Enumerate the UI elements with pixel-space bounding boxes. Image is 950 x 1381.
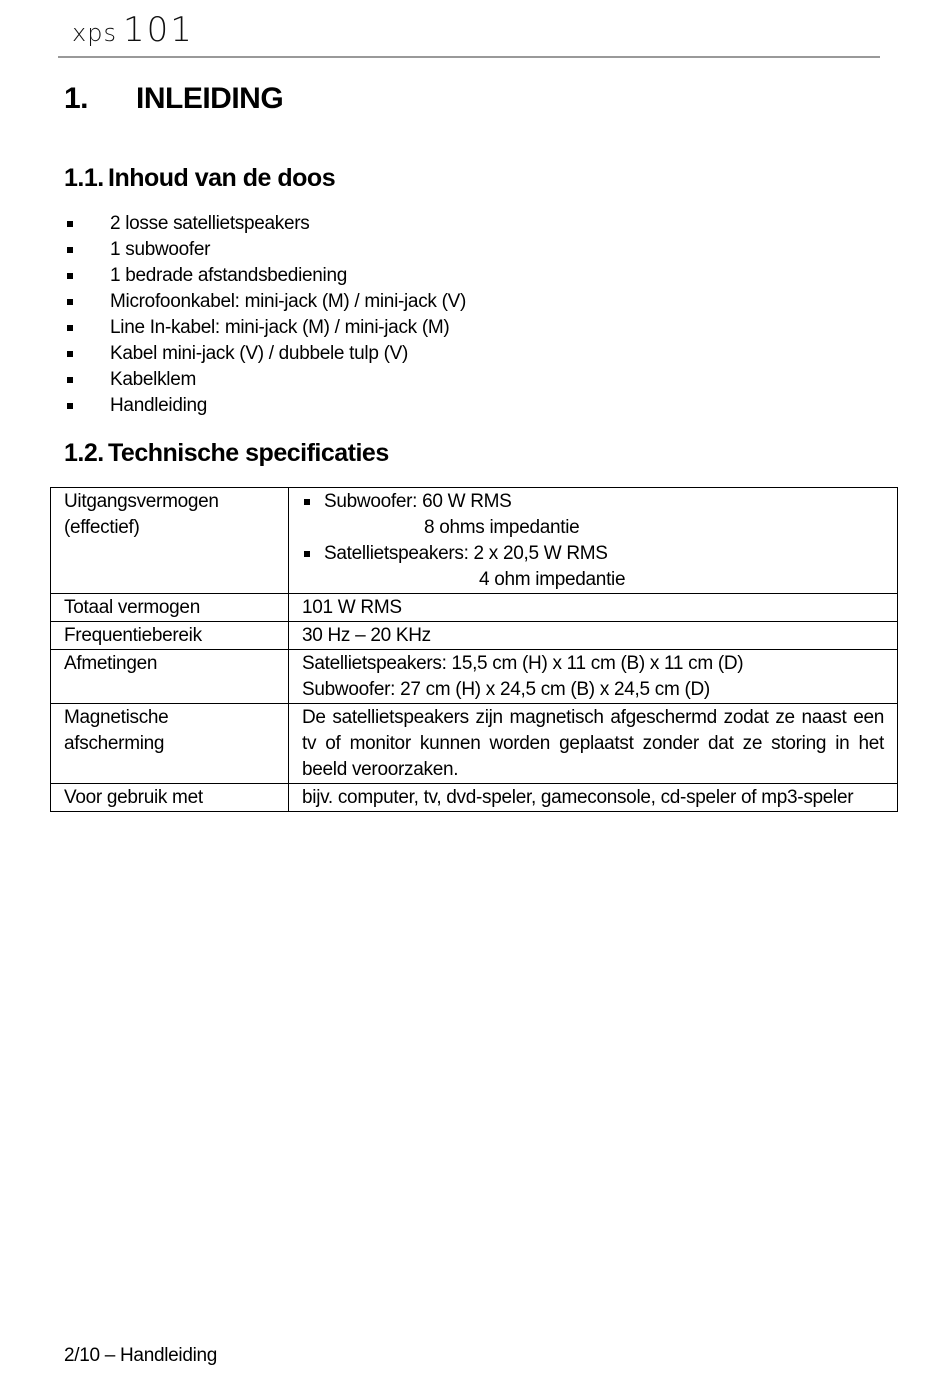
subsection-number: 1.2. <box>64 439 104 467</box>
subsection-heading-contents <box>64 164 335 193</box>
bullet-square-icon <box>67 351 73 357</box>
spec-value-cell: 101 W RMS <box>289 594 898 622</box>
bullet-square-icon <box>304 551 310 557</box>
bullet-square-icon <box>67 325 73 331</box>
spec-label-cell: Frequentiebereik <box>51 622 289 650</box>
header-divider <box>58 56 880 58</box>
logo-text-model: 101 <box>123 10 194 50</box>
bullet-square-icon <box>67 247 73 253</box>
list-item: 1 bedrade afstandsbediening <box>64 263 466 289</box>
table-row <box>51 704 898 784</box>
brand-logo <box>72 10 194 50</box>
list-item: Kabelklem <box>64 367 466 393</box>
logo-text-xps: xps <box>72 19 117 47</box>
bullet-square-icon <box>67 377 73 383</box>
spec-label-cell: Voor gebruik met <box>51 784 289 812</box>
spec-value-cell: Subwoofer: 60 W RMS 8 ohms impedantie Satellietspeakers: 2 x 20,5 W RMS 4 ohm impedantie <box>289 488 898 594</box>
spec-label-cell: Magnetische afscherming <box>51 704 289 784</box>
bullet-square-icon <box>67 299 73 305</box>
table-row <box>51 488 898 594</box>
table-row <box>51 784 898 812</box>
page-footer: 2/10 – Handleiding <box>64 1345 218 1366</box>
list-item: Line In-kabel: mini-jack (M) / mini-jack (M) <box>64 315 466 341</box>
list-item: Kabel mini-jack (V) / dubbele tulp (V) <box>64 341 466 367</box>
list-item: 1 subwoofer <box>64 237 466 263</box>
bullet-square-icon <box>67 403 73 409</box>
subsection-title: Technische specificaties <box>108 439 389 467</box>
table-row <box>51 594 898 622</box>
spec-label-cell: Uitgangsvermogen (effectief) <box>51 488 289 594</box>
box-contents-list <box>64 211 466 419</box>
subsection-number: 1.1. <box>64 164 104 192</box>
section-number: 1. <box>64 82 89 115</box>
list-item: 2 losse satellietspeakers <box>64 211 466 237</box>
spec-value-cell: 30 Hz – 20 KHz <box>289 622 898 650</box>
spec-label-cell: Totaal vermogen <box>51 594 289 622</box>
bullet-square-icon <box>304 499 310 505</box>
section-title: INLEIDING <box>136 82 284 115</box>
subsection-heading-specs <box>64 439 389 468</box>
table-row <box>51 622 898 650</box>
spec-value-cell: bijv. computer, tv, dvd-speler, gameconsole, cd-speler of mp3-speler <box>289 784 898 812</box>
section-heading-1 <box>64 82 283 116</box>
bullet-square-icon <box>67 273 73 279</box>
spec-value-cell: Satellietspeakers: 15,5 cm (H) x 11 cm (B) x 11 cm (D) Subwoofer: 27 cm (H) x 24,5 cm (B) x 24,5 cm (D) <box>289 650 898 704</box>
subsection-title: Inhoud van de doos <box>108 164 336 192</box>
spec-label-cell: Afmetingen <box>51 650 289 704</box>
table-row <box>51 650 898 704</box>
spec-value-cell: De satellietspeakers zijn magnetisch afgeschermd zodat ze naast een tv of monitor kunnen worden geplaatst zonder dat ze storing in het beeld veroorzaken. <box>289 704 898 784</box>
list-item: Handleiding <box>64 393 466 419</box>
list-item: Microfoonkabel: mini-jack (M) / mini-jack (V) <box>64 289 466 315</box>
bullet-square-icon <box>67 221 73 227</box>
specifications-table <box>50 487 898 812</box>
